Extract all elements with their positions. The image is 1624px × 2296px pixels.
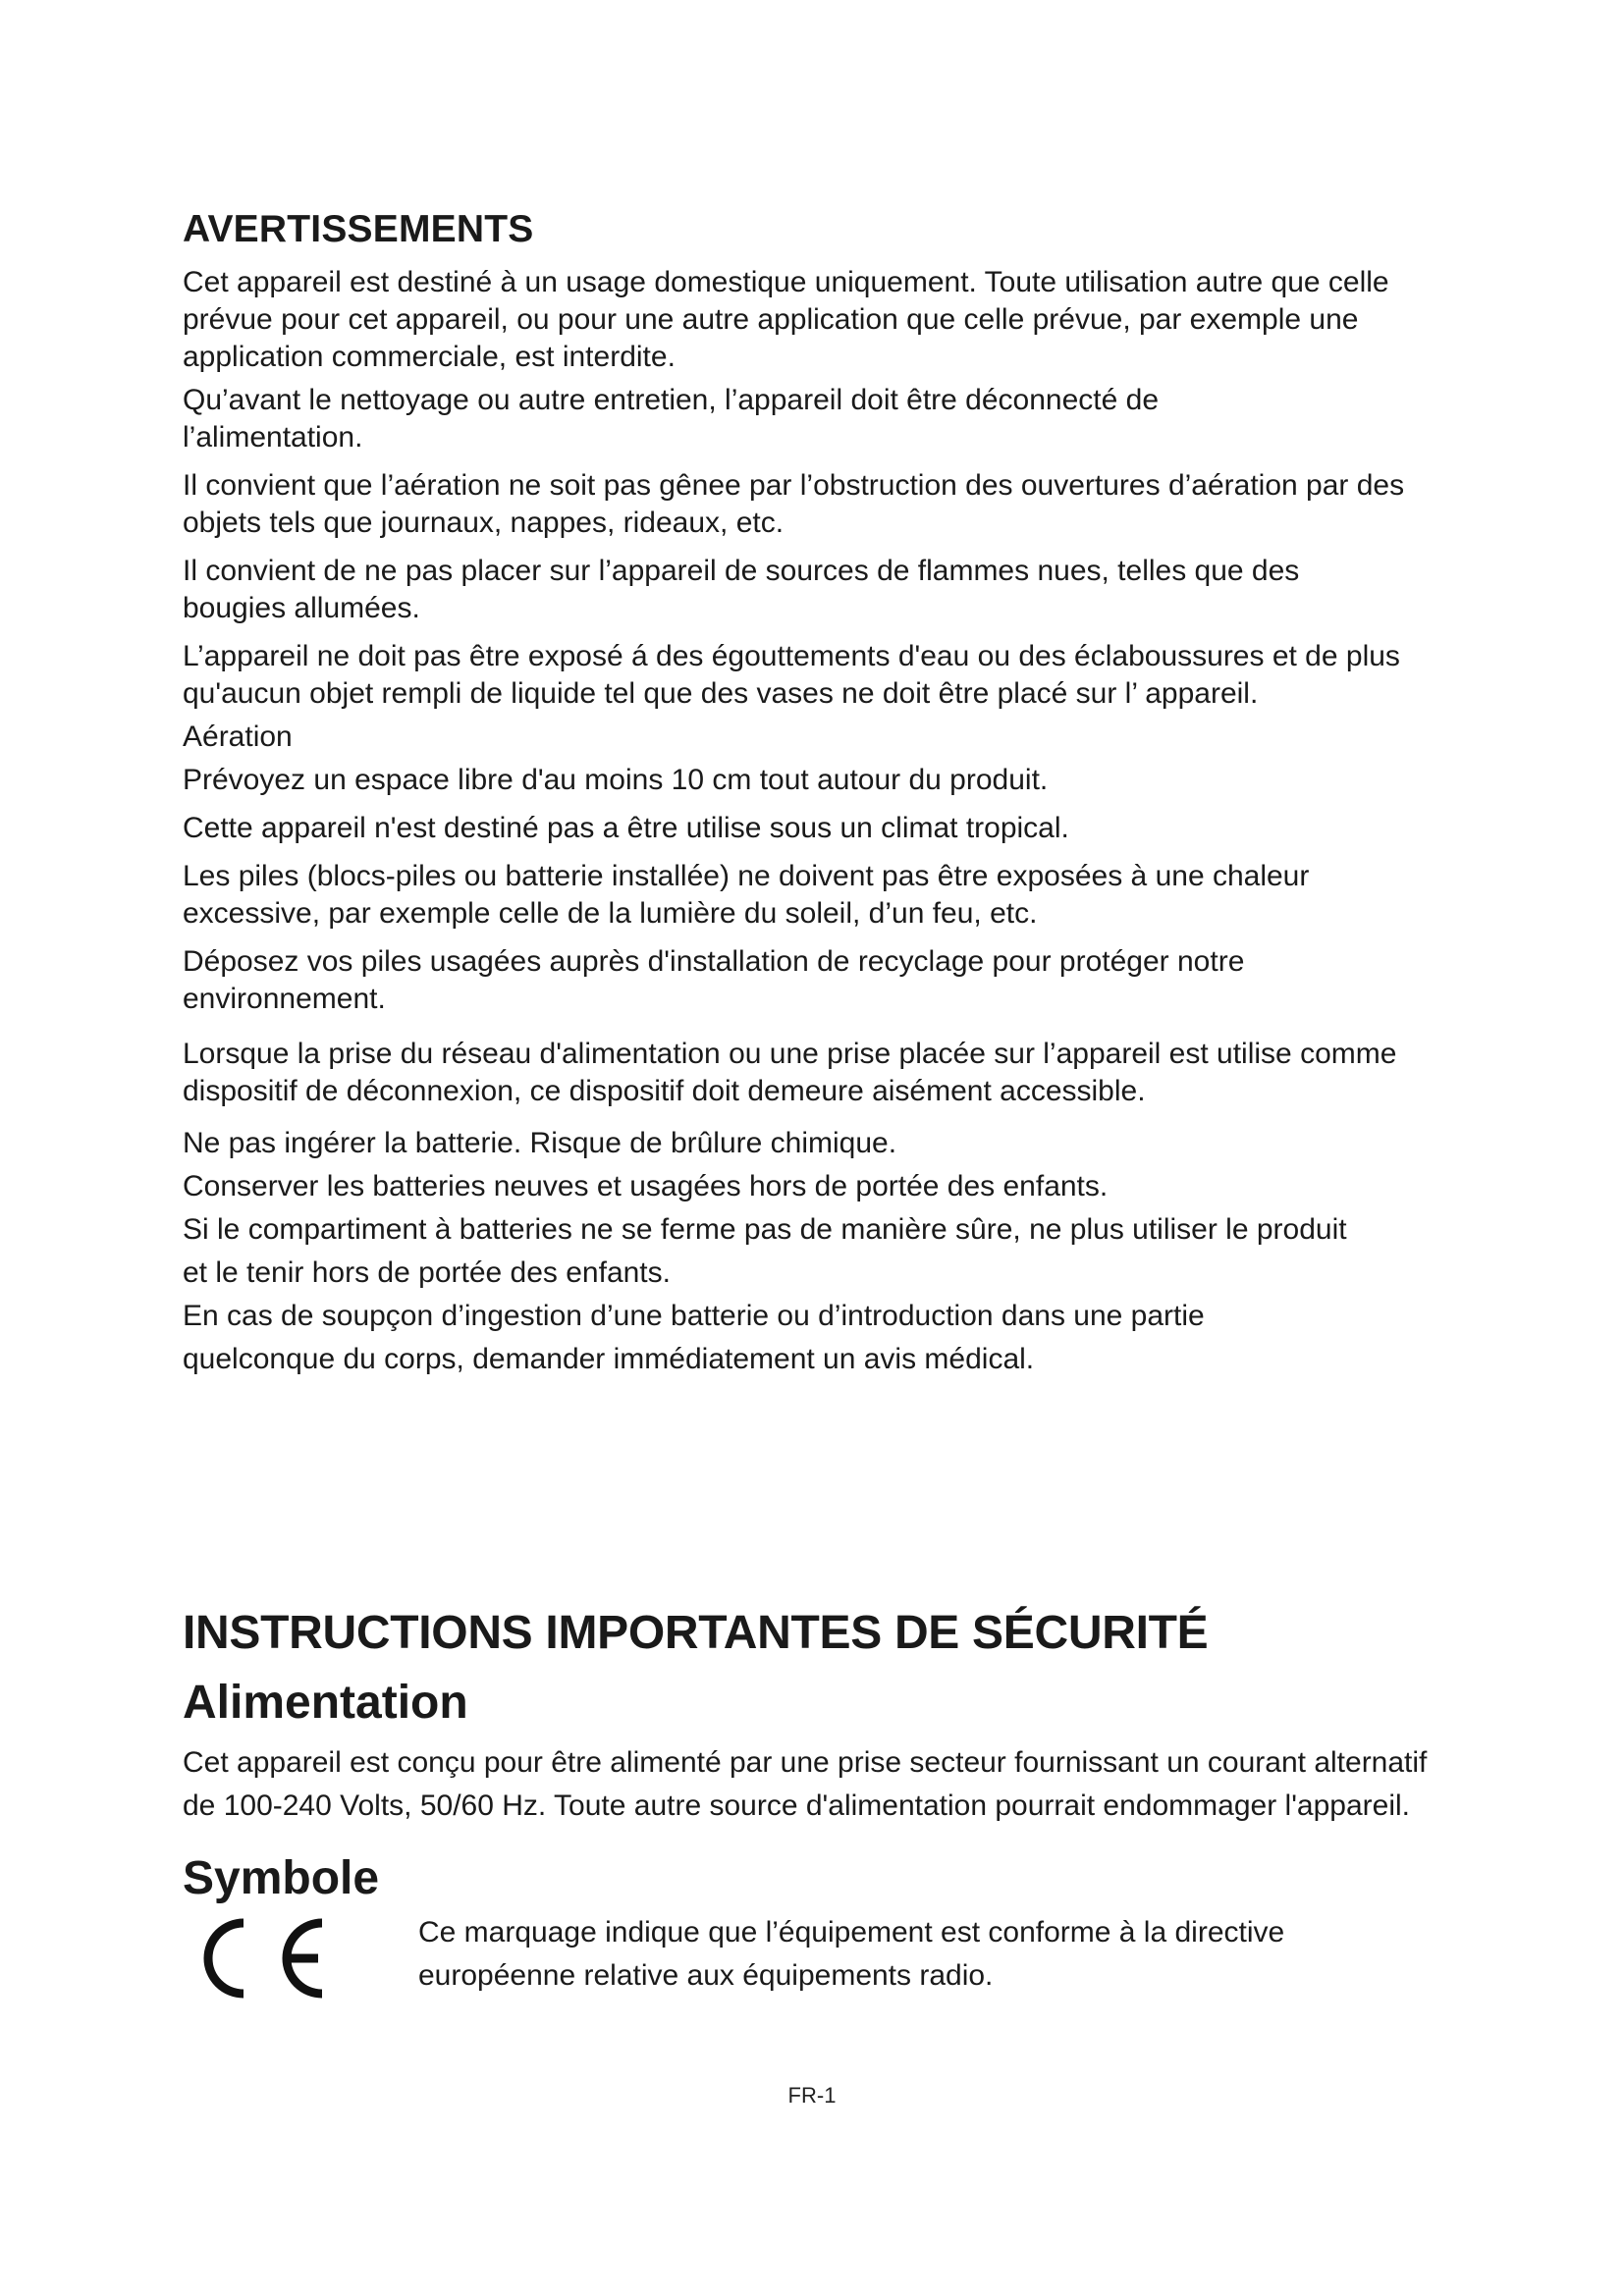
warning-paragraph: Prévoyez un espace libre d'au moins 10 cm tout autour du produit. bbox=[183, 763, 1049, 796]
battery-warnings bbox=[183, 1122, 1351, 1381]
warning-paragraph: Qu’avant le nettoyage ou autre entretien, l’appareil doit être déconnecté de l’alimentation. bbox=[183, 383, 1160, 454]
ce-mark-icon bbox=[183, 1909, 418, 2007]
battery-warning-line: Conserver les batteries neuves et usagées hors de portée des enfants. bbox=[183, 1169, 1109, 1202]
power-text: Cet appareil est conçu pour être alimenté par une prise secteur fournissant un courant alternatif de 100-240 Volts, 50/60 Hz. Toute autre source d'alimentation pourrait endommager l'appareil. bbox=[183, 1745, 1428, 1822]
ventilation-heading: Aération bbox=[183, 720, 293, 753]
safety-title: INSTRUCTIONS IMPORTANTES DE SÉCURITÉ bbox=[183, 1607, 1209, 1659]
safety-section bbox=[183, 1605, 1459, 2007]
page-number: FR-1 bbox=[787, 2083, 837, 2108]
warning-paragraph: Il convient de ne pas placer sur l’appareil de sources de flammes nues, telles que des bougies allumées. bbox=[183, 554, 1300, 624]
warnings-title: AVERTISSEMENTS bbox=[183, 208, 534, 250]
power-heading: Alimentation bbox=[183, 1676, 468, 1729]
symbol-heading: Symbole bbox=[183, 1851, 380, 1904]
symbol-description: Ce marquage indique que l’équipement est conforme à la directive européenne relative aux équipements radio. bbox=[418, 1915, 1285, 1992]
warning-paragraph: Il convient que l’aération ne soit pas gênee par l’obstruction des ouvertures d’aération par des objets tels que journaux, nappes, rideaux, etc. bbox=[183, 468, 1405, 539]
warnings-section bbox=[183, 208, 1459, 1381]
battery-warning-line: En cas de soupçon d’ingestion d’une batterie ou d’introduction dans une partie quelconque du corps, demander immédiatement un avis médical. bbox=[183, 1299, 1205, 1375]
warning-paragraph: Les piles (blocs-piles ou batterie installée) ne doivent pas être exposées à une chaleur excessive, par exemple celle de la lumière du soleil, d’un feu, etc. bbox=[183, 859, 1310, 930]
warning-paragraph: Cet appareil est destiné à un usage domestique uniquement. Toute utilisation autre que celle prévue pour cet appareil, ou pour une autre application que celle prévue, par exemple une application commerciale, est interdite. bbox=[183, 265, 1389, 373]
battery-warning-line: Ne pas ingérer la batterie. Risque de brûlure chimique. bbox=[183, 1126, 897, 1159]
battery-warning-line: Si le compartiment à batteries ne se ferme pas de manière sûre, ne plus utiliser le produit et le tenir hors de portée des enfants. bbox=[183, 1212, 1347, 1289]
warning-paragraph: Cette appareil n'est destiné pas a être utilise sous un climat tropical. bbox=[183, 811, 1069, 844]
warning-paragraph: Lorsque la prise du réseau d'alimentation ou une prise placée sur l’appareil est utilise comme dispositif de déconnexion, ce dispositif doit demeure aisément accessible. bbox=[183, 1037, 1397, 1107]
warning-paragraph: L’appareil ne doit pas être exposé á des égouttements d'eau ou des éclaboussures et de plus qu'aucun objet rempli de liquide tel que des vases ne doit être placé sur l’ appareil. bbox=[183, 639, 1400, 710]
warning-paragraph: Déposez vos piles usagées auprès d'installation de recyclage pour protéger notre environnement. bbox=[183, 944, 1245, 1015]
symbol-row bbox=[183, 1909, 1459, 2007]
